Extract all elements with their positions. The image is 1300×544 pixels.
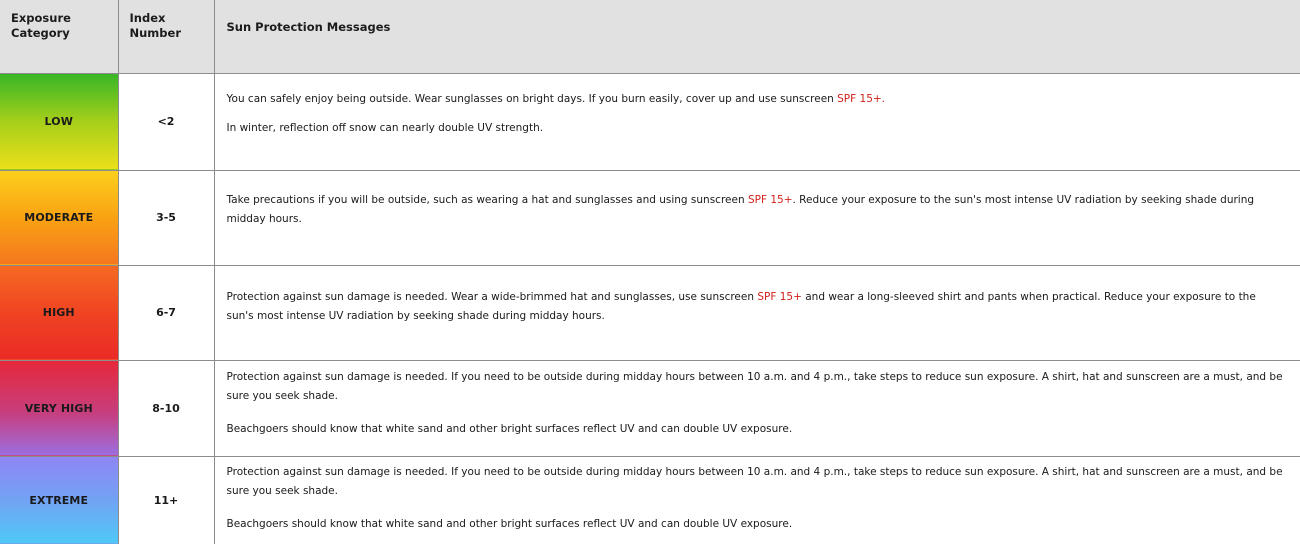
message-paragraph	[227, 463, 1285, 501]
column-header-index-number	[118, 0, 214, 73]
index-number-cell: <2	[118, 73, 214, 170]
table-row-low	[0, 73, 1300, 170]
table-row-very-high	[0, 360, 1300, 456]
message-paragraph	[227, 515, 1285, 534]
message-paragraph	[227, 368, 1285, 406]
exposure-category-cell: HIGH	[0, 265, 118, 360]
column-header-exposure-category	[0, 0, 118, 73]
message-text: You can safely enjoy being outside. Wear sunglasses on bright days. If you burn easily, cover up and use sunscreen	[227, 93, 838, 105]
exposure-category-cell: MODERATE	[0, 170, 118, 265]
message-text: Protection against sun damage is needed. If you need to be outside during midday hours between 10 a.m. and 4 p.m., take steps to reduce sun exposure. A shirt, hat and sunscreen are a must, and be sure you seek shade.	[227, 371, 1283, 402]
exposure-category-cell: LOW	[0, 73, 118, 170]
message-text: Protection against sun damage is needed. Wear a wide-brimmed hat and sunglasses, use sunscreen	[227, 291, 758, 303]
sun-protection-message-cell	[214, 73, 1300, 170]
index-number-cell: 3-5	[118, 170, 214, 265]
exposure-category-cell: VERY HIGH	[0, 360, 118, 456]
message-text: Beachgoers should know that white sand and other bright surfaces reflect UV and can double UV exposure.	[227, 423, 793, 435]
spf-highlight: SPF 15+	[757, 291, 802, 303]
message-text: Beachgoers should know that white sand and other bright surfaces reflect UV and can double UV exposure.	[227, 518, 793, 530]
spf-highlight: SPF 15+	[748, 194, 793, 206]
sun-protection-message-cell	[214, 360, 1300, 456]
message-text: . Reduce your exposure to the sun's most intense UV radiation by seeking shade during midday hours.	[227, 194, 1255, 225]
index-number-cell: 8-10	[118, 360, 214, 456]
index-number-cell: 6-7	[118, 265, 214, 360]
exposure-category-cell: EXTREME	[0, 456, 118, 544]
message-text: In winter, reflection off snow can nearly double UV strength.	[227, 122, 544, 134]
table-row-moderate	[0, 170, 1300, 265]
table-row-high	[0, 265, 1300, 360]
table-header-row	[0, 0, 1300, 73]
column-header-index-number-label: Index Number	[119, 0, 180, 41]
sun-protection-message-cell	[214, 170, 1300, 265]
sun-protection-message-cell	[214, 265, 1300, 360]
message-paragraph	[227, 191, 1285, 229]
message-text: and wear a long-sleeved shirt and pants when practical. Reduce your exposure to the sun's most intense UV radiation by seeking shade during midday hours.	[227, 291, 1256, 322]
spf-highlight: SPF 15+.	[837, 93, 885, 105]
index-number-cell: 11+	[118, 456, 214, 544]
table-row-extreme	[0, 456, 1300, 544]
message-text: Take precautions if you will be outside, such as wearing a hat and sunglasses and using sunscreen	[227, 194, 748, 206]
message-paragraph	[227, 119, 1285, 138]
column-header-sun-protection-messages-label: Sun Protection Messages	[215, 0, 1300, 35]
column-header-sun-protection-messages	[214, 0, 1300, 73]
message-text: Protection against sun damage is needed. If you need to be outside during midday hours between 10 a.m. and 4 p.m., take steps to reduce sun exposure. A shirt, hat and sunscreen are a must, and be sure you seek shade.	[227, 466, 1283, 497]
message-paragraph	[227, 90, 1285, 109]
message-paragraph	[227, 420, 1285, 439]
message-paragraph	[227, 288, 1285, 326]
sun-protection-message-cell	[214, 456, 1300, 544]
column-header-exposure-category-label: Exposure Category	[0, 0, 81, 41]
